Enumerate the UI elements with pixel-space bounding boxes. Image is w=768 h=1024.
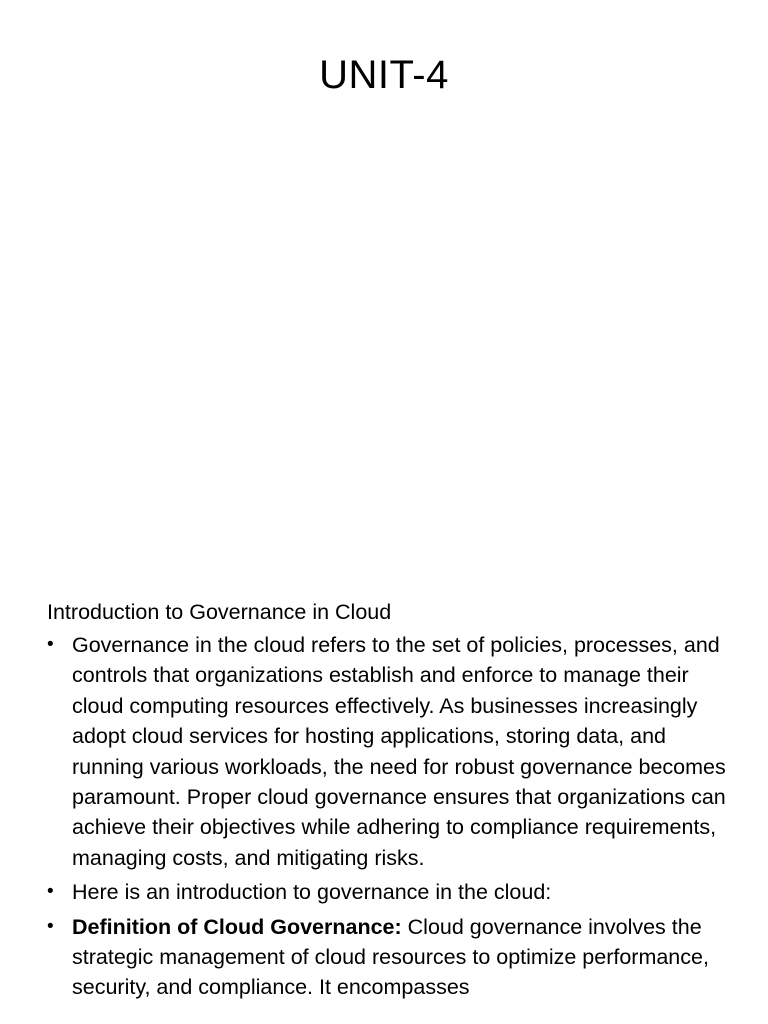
slide-content: [47, 597, 737, 1007]
bullet-icon: •: [47, 881, 54, 903]
bullet-icon: •: [47, 634, 54, 655]
bullet-text: Cloud governance involves the strategic management of cloud resources to optimize performance, security, and compliance. It encompasses: [72, 914, 709, 1000]
bullet-item: [47, 912, 737, 1003]
bullet-bold-term: Definition of Cloud Governance:: [72, 914, 402, 939]
bullet-text: Governance in the cloud refers to the set of policies, processes, and controls that organizations establish and enforce to manage their cloud computing resources effectively. As businesses increasingly adopt cloud services for hosting applications, storing data, and running various workloads, the need for robust governance becomes paramount. Proper cloud governance ensures that organizations can achieve their objectives while adhering to compliance requirements, managing costs, and mitigating risks.: [72, 633, 726, 870]
bullet-item: [47, 630, 737, 873]
bullet-list: [47, 630, 737, 1003]
bullet-icon: •: [47, 915, 54, 937]
slide-title: UNIT-4: [319, 53, 449, 97]
bullet-item: [47, 877, 737, 907]
section-heading: Introduction to Governance in Cloud: [47, 600, 392, 624]
bullet-text: Here is an introduction to governance in the cloud:: [72, 880, 552, 905]
